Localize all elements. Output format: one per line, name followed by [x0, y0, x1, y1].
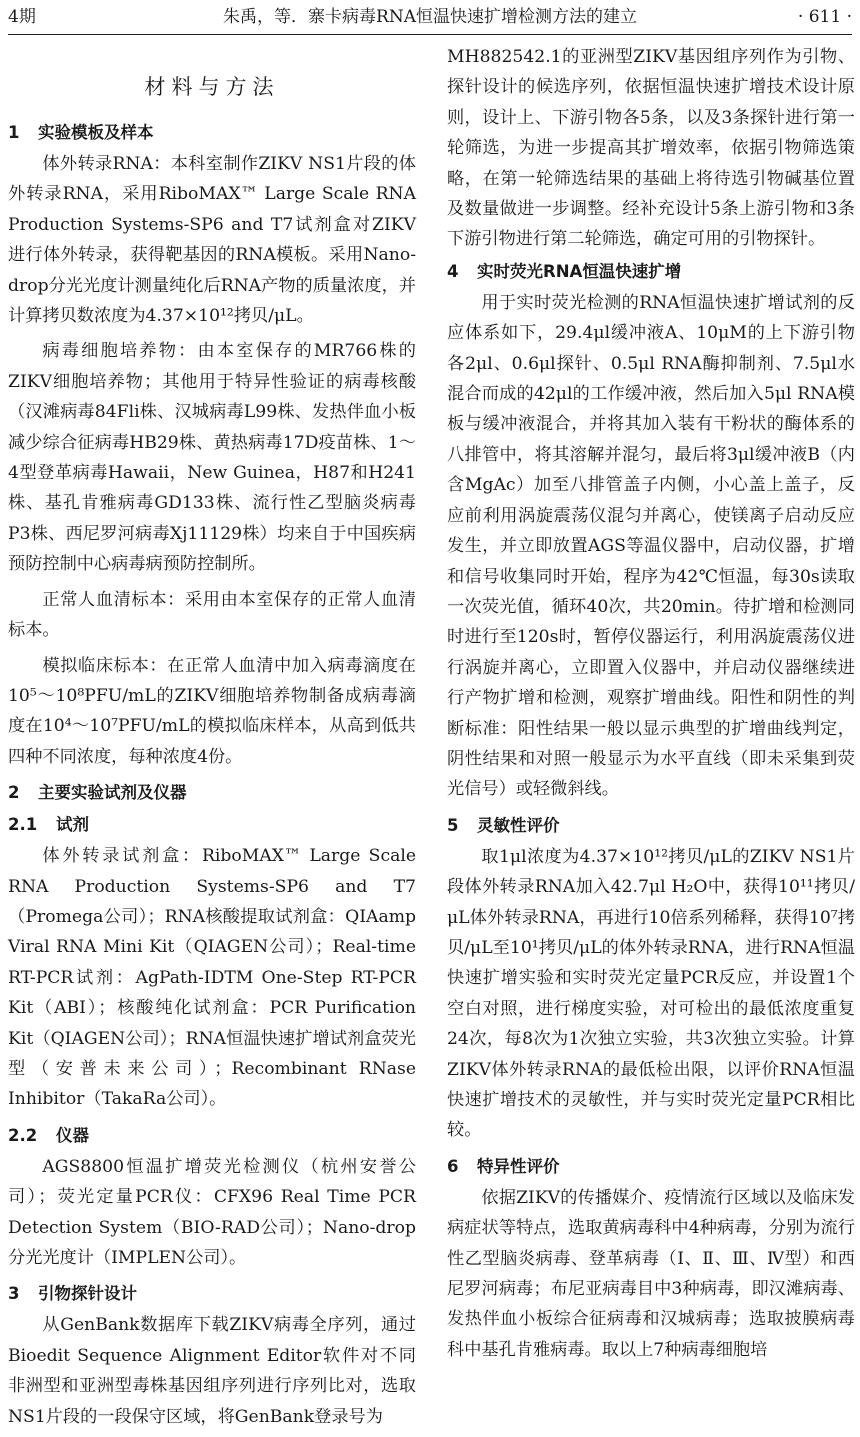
paragraph-virus-culture: 病毒细胞培养物：由本室保存的MR766株的ZIKV细胞培养物；其他用于特异性验证的病毒核酸（汉滩病毒84Fli株、汉城病毒L99株、发热伴血小板减少综合征病毒HB29株、黄热病毒17D疫苗株、1～4型登革病毒Hawaii，New Guinea，H87和H241株、基孔肯雅病毒GD133株、流行性乙型脑炎病毒P3株、西尼罗河病毒Xj11129株）均来自于中国疾病预防控制中心病毒病预防控制所。	[8, 341, 416, 575]
heading-number: 5	[447, 815, 459, 835]
heading-number: 2.2	[8, 1125, 38, 1145]
heading-text: 试剂	[56, 815, 89, 835]
running-title: 朱禹，等．寨卡病毒RNA恒温快速扩增检测方法的建立	[223, 7, 637, 27]
heading-number: 2.1	[8, 815, 38, 835]
page-number: · 611 ·	[797, 7, 852, 27]
heading-number: 3	[8, 1284, 20, 1304]
paragraph-sensitivity: 取1μl浓度为4.37×10¹²拷贝/μL的ZIKV NS1片段体外转录RNA加入42.7μl H₂O中，获得10¹¹拷贝/μL体外转录RNA，再进行10倍系列稀释，获得10⁷拷贝/μL至10¹拷贝/μL的体外转录RNA，进行RNA恒温快速扩增实验和实时荧光定量PCR反应，并设置1个空白对照，进行梯度实验，对可检出的最低浓度重复24次，每8次为1次独立实验，共3次独立实验。计算ZIKV体外转录RNA的最低检出限，以评价RNA恒温快速扩增技术的灵敏性，并与实时荧光定量PCR相比较。	[447, 846, 855, 1141]
paragraph-primer-design-cont: MH882542.1的亚洲型ZIKV基因组序列作为引物、探针设计的候选序列，依据恒温快速扩增技术设计原则，设计上、下游引物各5条，以及3条探针进行第一轮筛选，为进一步提高其扩增效率，依据引物筛选策略，在第一轮筛选结果的基础上将待选引物碱基位置及数量做进一步调整。经补充设计5条上游引物和3条下游引物进行第二轮筛选，确定可用的引物探针。	[447, 47, 855, 250]
paragraph-simulated-samples: 模拟临床标本：在正常人血清中加入病毒滴度在10⁵～10⁸PFU/mL的ZIKV细胞培养物制备成病毒滴度在10⁴～10⁷PFU/mL的模拟临床样本，从高到低共四种不同浓度，每种浓度4份。	[8, 655, 416, 767]
paragraph-instruments: AGS8800恒温扩增荧光检测仪（杭州安誉公司）；荧光定量PCR仪：CFX96 Real Time PCR Detection System（BIO-RAD公司）；Nano-drop分光光度计（IMPLEN公司）。	[8, 1156, 416, 1268]
section-title: 材料与方法	[144, 75, 280, 99]
heading-text: 仪器	[56, 1125, 89, 1145]
heading-text: 实时荧光RNA恒温快速扩增	[477, 261, 682, 281]
paragraph-reagents: 体外转录试剂盒：RiboMAX™ Large Scale RNA Production Systems-SP6 and T7（Promega公司）；RNA核酸提取试剂盒：QIAamp Viral RNA Mini Kit（QIAGEN公司）；Real-time RT-PCR试剂：AgPath-IDTM One-Step RT-PCR Kit（ABI）；核酸纯化试剂盒：PCR Purification Kit（QIAGEN公司）；RNA恒温快速扩增试剂盒荧光型（安普未来公司）；Recombinant RNase Inhibitor（TakaRa公司）。	[8, 846, 416, 1110]
heading-3	[8, 1278, 416, 1310]
paragraph-primer-design: 从GenBank数据库下载ZIKV病毒全序列，通过Bioedit Sequence Alignment Editor软件对不同非洲型和亚洲型毒株基因组序列进行序列比对，选取NS1片段的一段保守区域，将GenBank登录号为	[8, 1315, 416, 1427]
paragraph-normal-serum: 正常人血清标本：采用由本室保存的正常人血清标本。	[8, 589, 416, 641]
issue-label: 4期	[8, 7, 36, 27]
paragraph-specificity: 依据ZIKV的传播媒介、疫情流行区域以及临床发病症状等特点，选取黄病毒科中4种病毒，分别为流行性乙型脑炎病毒、登革病毒（Ⅰ、Ⅱ、Ⅲ、Ⅳ型）和西尼罗河病毒；布尼亚病毒目中3种病毒，即汉滩病毒、发热伴血小板综合征病毒和汉城病毒；选取披膜病毒科中基孔肯雅病毒。取以上7种病毒细胞培	[447, 1187, 855, 1360]
heading-number: 6	[447, 1156, 459, 1176]
heading-6	[447, 1151, 855, 1183]
heading-text: 实验模板及样本	[38, 123, 154, 142]
left-column	[8, 42, 416, 1437]
heading-1	[8, 117, 416, 149]
right-column	[447, 42, 855, 1370]
heading-2	[8, 777, 416, 809]
paragraph-rna-template: 体外转录RNA：本科室制作ZIKV NS1片段的体外转录RNA，采用RiboMAX™ Large Scale RNA Production Systems-SP6 and T7试剂盒对ZIKV进行体外转录，获得靶基因的RNA模板。采用Nano-drop分光光度计测量纯化后RNA产物的质量浓度，并计算拷贝数浓度为4.37×10¹²拷贝/μL。	[8, 154, 416, 327]
heading-number: 4	[447, 261, 459, 281]
paragraph-amplification: 用于实时荧光检测的RNA恒温快速扩增试剂的反应体系如下，29.4μl缓冲液A、10μM的上下游引物各2μl、0.6μl探针、0.5μl RNA酶抑制剂、7.5μl水混合而成的42μl的工作缓冲液，然后加入5μl RNA模板与缓冲液混合，并将其加入装有干粉状的酶体系的八排管中，将其溶解并混匀，最后将3μl缓冲液B（内含MgAc）加至八排管盖子内侧，小心盖上盖子，反应前利用涡旋震荡仪混匀并离心，使镁离子启动反应发生，并立即放置AGS等温仪器中，启动仪器，扩增和信号收集同时开始，程序为42℃恒温，每30s读取一次荧光值，循环40次，共20min。待扩增和检测同时进行至120s时，暂停仪器运行，利用涡旋震荡仪进行涡旋并离心，立即置入仪器中，并启动仪器继续进行产物扩增和检测，观察扩增曲线。阳性和阴性的判断标准：阳性结果一般以显示典型的扩增曲线判定，阴性结果和对照一般显示为水平直线（即未采集到荧光信号）或轻微斜线。	[447, 292, 855, 800]
heading-text: 引物探针设计	[38, 1284, 137, 1304]
heading-number: 2	[8, 783, 20, 803]
heading-number: 1	[8, 123, 20, 142]
heading-text: 主要实验试剂及仪器	[38, 783, 187, 803]
heading-4	[447, 256, 855, 288]
running-header	[8, 0, 852, 35]
heading-text: 灵敏性评价	[477, 815, 560, 835]
heading-5	[447, 810, 855, 842]
heading-2-2	[8, 1120, 416, 1152]
heading-text: 特异性评价	[477, 1156, 560, 1176]
heading-2-1	[8, 809, 416, 841]
